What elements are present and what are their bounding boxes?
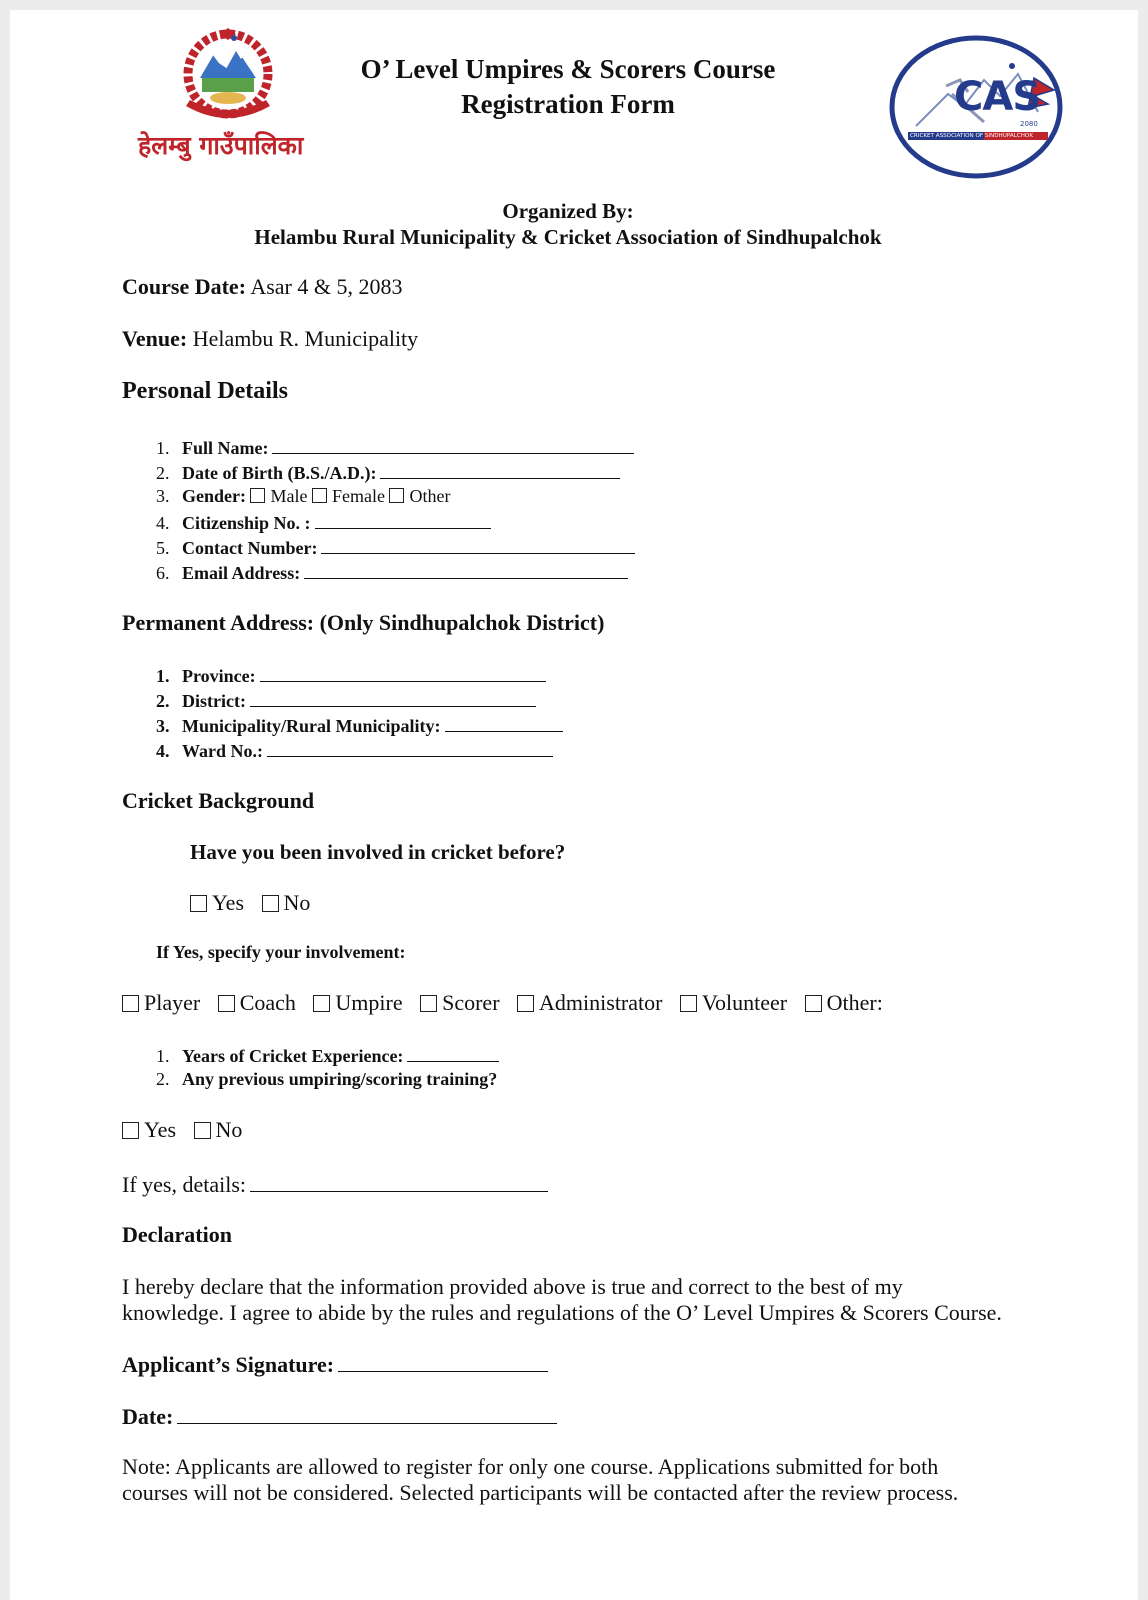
role-other-label: Other: <box>826 990 883 1015</box>
form-title-line2: Registration Form <box>461 89 675 119</box>
cas-logo-caption: CRICKET ASSOCIATION OF SINDHUPALCHOK <box>910 133 1033 139</box>
date-label: Date: <box>122 1403 174 1429</box>
ward-input-line[interactable] <box>267 739 553 757</box>
signature-input-line[interactable] <box>338 1350 548 1372</box>
training-no-label: No <box>215 1117 243 1142</box>
role-administrator-checkbox[interactable] <box>517 995 534 1012</box>
role-player-checkbox[interactable] <box>122 995 139 1012</box>
role-coach-checkbox[interactable] <box>218 995 235 1012</box>
note-text <box>122 1454 1102 1506</box>
experience-input-line[interactable] <box>407 1044 499 1062</box>
training-details-input-line[interactable] <box>250 1170 548 1192</box>
cas-logo <box>888 34 1064 180</box>
gender-other-checkbox[interactable] <box>389 488 404 503</box>
involved-yes-checkbox[interactable] <box>190 895 207 912</box>
gender-male-label: Male <box>270 486 308 506</box>
cas-logo-year: 2080 <box>1020 120 1038 128</box>
province-input-line[interactable] <box>260 664 546 682</box>
venue <box>122 326 418 352</box>
training-yes-checkbox[interactable] <box>122 1122 139 1139</box>
training-options <box>122 1117 242 1143</box>
role-scorer-label: Scorer <box>442 990 500 1015</box>
note-line1: Note: Applicants are allowed to register for only one course. Applications submitted for both <box>122 1454 939 1479</box>
role-coach-label: Coach <box>239 990 296 1015</box>
municipality-field: 3. Municipality/Rural Municipality: <box>156 714 563 737</box>
district-input-line[interactable] <box>250 689 536 707</box>
declaration-text <box>122 1274 1082 1326</box>
role-scorer-checkbox[interactable] <box>420 995 437 1012</box>
involved-yes-label: Yes <box>212 890 245 915</box>
role-umpire-label: Umpire <box>335 990 403 1015</box>
declaration-heading: Declaration <box>122 1222 232 1247</box>
contact-field: 5. Contact Number: <box>156 536 635 559</box>
role-other-checkbox[interactable] <box>805 995 822 1012</box>
experience-field: 1. Years of Cricket Experience: <box>156 1044 499 1067</box>
course-date-value: Asar 4 & 5, 2083 <box>250 274 403 299</box>
organizer-label: Organized By: <box>502 199 634 223</box>
district-label: District: <box>182 691 246 712</box>
gender-male-checkbox[interactable] <box>250 488 265 503</box>
cas-logo-letters: CAS <box>954 74 1041 120</box>
venue-value: Helambu R. Municipality <box>192 326 419 351</box>
declaration-line2: knowledge. I agree to abide by the rules and regulations of the O’ Level Umpires & Scorers Course. <box>122 1300 1002 1325</box>
personal-details-heading: Personal Details <box>122 378 288 404</box>
course-date <box>122 274 402 300</box>
cricket-involved-options <box>190 890 310 916</box>
ward-label: Ward No.: <box>182 741 263 762</box>
gender-other-label: Other <box>409 486 451 506</box>
full-name-label: Full Name: <box>182 438 269 459</box>
role-umpire-checkbox[interactable] <box>313 995 330 1012</box>
citizenship-label: Citizenship No. : <box>182 513 311 534</box>
venue-label: Venue: <box>122 326 188 351</box>
district-field: 2. District: <box>156 689 536 712</box>
signature-field <box>122 1350 548 1378</box>
signature-label: Applicant’s Signature: <box>122 1351 335 1377</box>
municipality-label: Municipality/Rural Municipality: <box>182 716 441 737</box>
involvement-roles <box>122 990 883 1016</box>
training-question: 2. Any previous umpiring/scoring training? <box>156 1069 498 1089</box>
dob-field: 2. Date of Birth (B.S./A.D.): <box>156 461 620 484</box>
full-name-input-line[interactable] <box>272 436 634 454</box>
email-input-line[interactable] <box>304 561 628 579</box>
involved-no-checkbox[interactable] <box>262 895 279 912</box>
role-volunteer-checkbox[interactable] <box>680 995 697 1012</box>
involvement-prompt: If Yes, specify your involvement: <box>156 942 406 962</box>
email-label: Email Address: <box>182 563 301 584</box>
gender-female-label: Female <box>331 486 385 506</box>
gender-field: 3. Gender: Male Female Other <box>156 486 451 506</box>
training-details-label: If yes, details: <box>122 1171 247 1197</box>
training-no-checkbox[interactable] <box>194 1122 211 1139</box>
province-label: Province: <box>182 666 256 687</box>
role-volunteer-label: Volunteer <box>701 990 788 1015</box>
experience-label: Years of Cricket Experience: <box>182 1046 404 1067</box>
course-date-label: Course Date: <box>122 274 247 299</box>
address-heading: Permanent Address: (Only Sindhupalchok District) <box>122 610 605 635</box>
dob-input-line[interactable] <box>380 461 620 479</box>
form-title-line1: O’ Level Umpires & Scorers Course <box>360 54 776 84</box>
organizer-block <box>170 198 966 250</box>
date-input-line[interactable] <box>177 1402 557 1424</box>
contact-input-line[interactable] <box>321 536 635 554</box>
declaration-line1: I hereby declare that the information provided above is true and correct to the best of my <box>122 1274 903 1299</box>
full-name-field: 1. Full Name: <box>156 436 634 459</box>
municipality-input-line[interactable] <box>445 714 563 732</box>
citizenship-input-line[interactable] <box>315 511 491 529</box>
ward-field: 4. Ward No.: <box>156 739 553 762</box>
form-title <box>340 52 796 122</box>
municipality-emblem <box>176 26 280 126</box>
date-field <box>122 1402 557 1430</box>
training-label: Any previous umpiring/scoring training? <box>182 1069 498 1089</box>
citizenship-field: 4. Citizenship No. : <box>156 511 491 534</box>
form-page <box>10 10 1138 1600</box>
contact-label: Contact Number: <box>182 538 318 559</box>
organizer-names: Helambu Rural Municipality & Cricket Association of Sindhupalchok <box>254 225 882 249</box>
cricket-question: Have you been involved in cricket before? <box>190 840 566 864</box>
involved-no-label: No <box>283 890 311 915</box>
email-field: 6. Email Address: <box>156 561 628 584</box>
dob-label: Date of Birth (B.S./A.D.): <box>182 463 377 484</box>
training-yes-label: Yes <box>144 1117 177 1142</box>
note-line2: courses will not be considered. Selected participants will be contacted after the review process. <box>122 1480 959 1505</box>
gender-female-checkbox[interactable] <box>312 488 327 503</box>
training-details-field <box>122 1170 548 1198</box>
role-administrator-label: Administrator <box>539 990 663 1015</box>
cricket-heading: Cricket Background <box>122 788 315 813</box>
municipality-name: हेलम्बु गाउँपालिका <box>138 131 304 160</box>
gender-label: Gender: <box>182 486 246 506</box>
province-field: 1. Province: <box>156 664 546 687</box>
role-player-label: Player <box>144 990 201 1015</box>
